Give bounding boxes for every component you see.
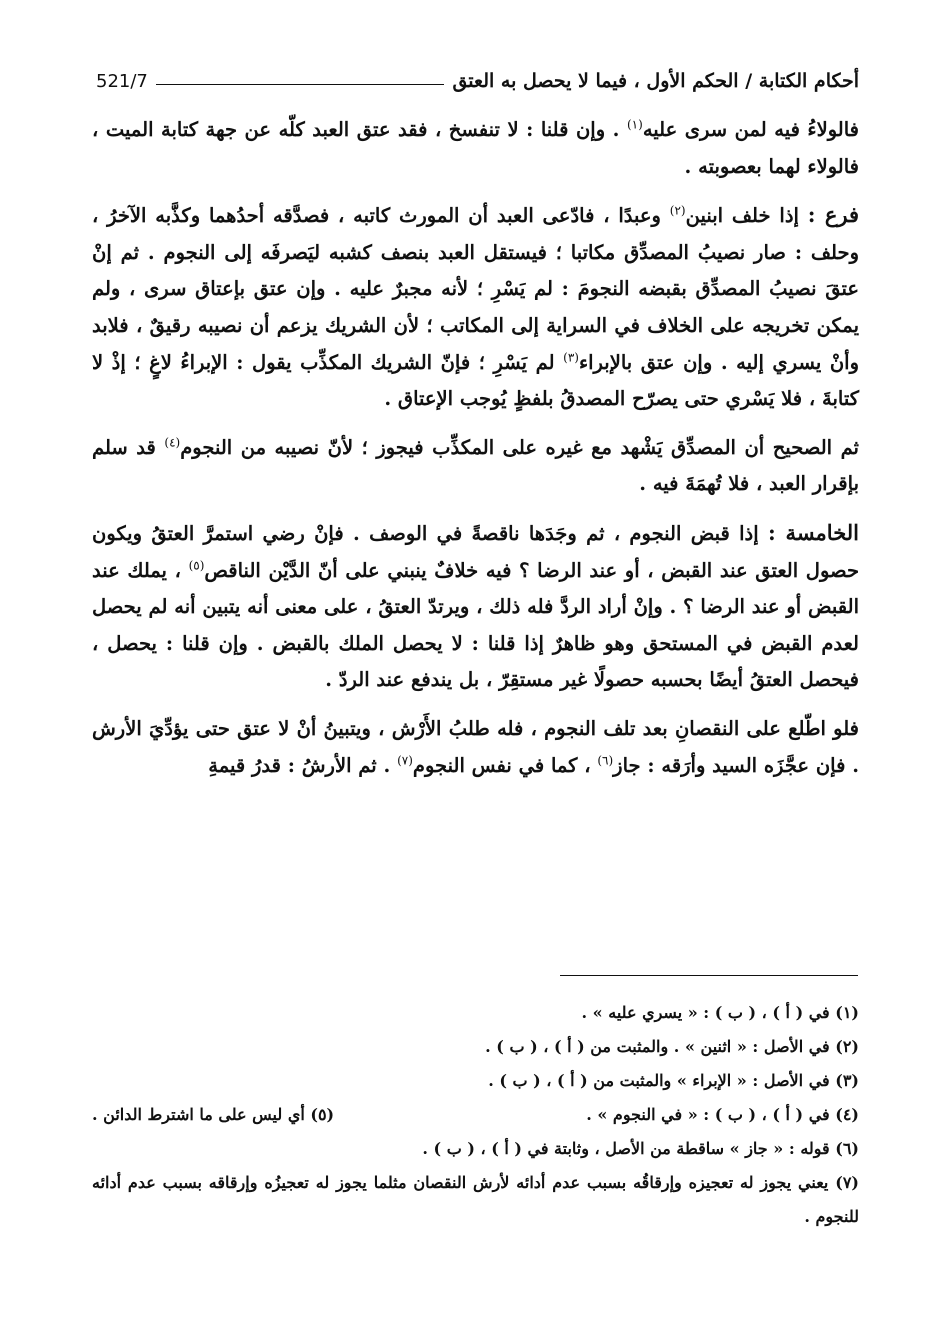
footnote-5: (٥) أي ليس على ما اشترط الدائن . — [92, 1105, 335, 1124]
footnote-1 — [92, 996, 859, 1030]
paragraph-4 — [92, 515, 859, 699]
text-run: فالولاءُ فيه لمن سرى عليه — [642, 118, 860, 141]
text-run: إذا خلف ابنين — [685, 204, 808, 228]
footnote-4-5 — [92, 1098, 859, 1132]
header-rule — [156, 84, 445, 85]
footnote-marker: (٧) — [397, 753, 413, 767]
paragraph-3 — [92, 430, 859, 503]
paragraph-1 — [92, 112, 859, 185]
footnote-marker: (٢) — [669, 203, 686, 218]
footnote-text: (٦) قوله : « جاز » ساقطة من الأصل ، وثابتة في ( أ ) ، ( ب ) . — [422, 1139, 859, 1158]
page-number: 521/7 — [96, 71, 148, 92]
footnote-4: (٤) في ( أ ) ، ( ب ) : « في النجوم » . — [586, 1105, 859, 1124]
footnote-marker: (١) — [626, 117, 643, 132]
footnote-separator — [560, 975, 858, 976]
text-run: قد سلم بإقرار العبد ، فلا تُهمَةَ فيه . — [92, 435, 859, 496]
footnote-7: (٧) يعني يجوز له تعجيزه وإرقاقُه بسبب عدم أدائه لأرش النقصان مثلما يجوز له تعجيزُه وإرقاقه بسبب عدم أدائه للنجوم . — [92, 1173, 859, 1226]
footnote-marker: (٥) — [188, 558, 205, 573]
running-header — [96, 58, 859, 92]
footnote-marker: (٤) — [164, 435, 181, 450]
text-run: وعبدًا ، فادّعى العبد أن المورث كاتبه ، فصدَّقه أحدُهما وكذَّبه الآخرُ ، وحلف : صار نصيبُ المصدِّق مكاتبا ؛ فيستقل العبد بنصف كشبه ليَصرفَه إلى النجوم . ثم إنْ عتقَ نصيبُ المصدِّق بقبضه النجومَ : لم يَسْرِ ؛ لأنه مجبرٌ عليه . وإن عتق بإعتاق سرى ، ولم يمكن تخريجه على الخلاف في السراية إلى المكاتب ؛ لأن الشريك يزعم أن نصيبه رقيقٌ ، فلابد وأنْ يسري إليه . وإن عتق بالإبراء — [92, 204, 859, 374]
section-lead: الخامسة : — [767, 519, 859, 545]
footnote-6 — [92, 1132, 859, 1166]
text-run: ، يملك عند القبض أو عند الرضا ؟ . وإنْ أراد الردَّ فله ذلك ، ويرتدّ العتقُ ، على معنى أنه يتبين أنه لم يحصل لعدم القبض في المستحق وهو ظاهرٌ إذا قلنا : لا يحصل الملك بالقبض . وإن قلنا : يحصل ، فيحصل العتقُ أيضًا بحسبه حصولًا غير مستقِرّ ، بل يندفع عند الردّ . — [92, 558, 859, 692]
main-text — [92, 112, 859, 796]
paragraph-5 — [92, 711, 859, 784]
footnote-text: (٣) في الأصل : « الإبراء » والمثبت من ( أ ) ، ( ب ) . — [488, 1071, 859, 1090]
footnote-marker: (٦) — [597, 753, 614, 767]
footnote-text: (٢) في الأصل : « اثنين » . والمثبت من ( أ ) ، ( ب ) . — [485, 1037, 859, 1056]
text-run: . ثم الأرشُ : قدرُ قيمةِ — [208, 753, 398, 777]
running-title: أحكام الكتابة / الحكم الأول ، فيما لا يحصل به العتق — [452, 70, 859, 92]
text-run: ، كما في نفس النجوم — [412, 753, 598, 777]
footnote-3 — [92, 1064, 859, 1098]
text-run: فلو اطّلع على النقصانِ بعد تلف النجوم ، فله طلبُ الأَرْش ، ويتبينُ أنْ لا عتق حتى يؤدِّيَ الأرش . فإن عجَّزَه السيد وأرَقه : جاز — [92, 716, 859, 777]
text-run: . وإن قلنا : لا تنفسخ ، فقد عتق العبد كلّه عن جهة كتابة الميت ، فالولاء لهما بعصوبته . — [92, 118, 859, 178]
footnote-marker: (٣) — [563, 350, 579, 365]
text-run: لم يَسْرِ ؛ فإنّ الشريك المكذِّب يقول : الإبراءُ لاغٍ ؛ إذْ لا كتابةَ ، فلا يَسْري حتى يصرّح المصدقُ بلفظٍ يُوجب الإعتاق . — [92, 350, 859, 411]
section-lead: فرع : — [807, 202, 860, 228]
footnotes — [92, 996, 859, 1234]
footnote-2 — [92, 1030, 859, 1064]
footnote-text: (١) في ( أ ) ، ( ب ) : « يسري عليه » . — [581, 1003, 859, 1022]
paragraph-2 — [92, 197, 859, 418]
text-run: ثم الصحيح أن المصدِّق يَشْهد مع غيره على المكذِّب فيجوز ؛ لأنّ نصيبه من النجوم — [180, 435, 859, 459]
text-run: إذا قبض النجوم ، ثم وجَدَها ناقصةً في الوصف . فإنْ رضي استمرَّ العتقُ ويكون حصول العتق عند القبض ، أو عند الرضا ؟ فيه خلافٌ ينبني على أنّ الدَّيْن الناقص — [92, 521, 860, 582]
